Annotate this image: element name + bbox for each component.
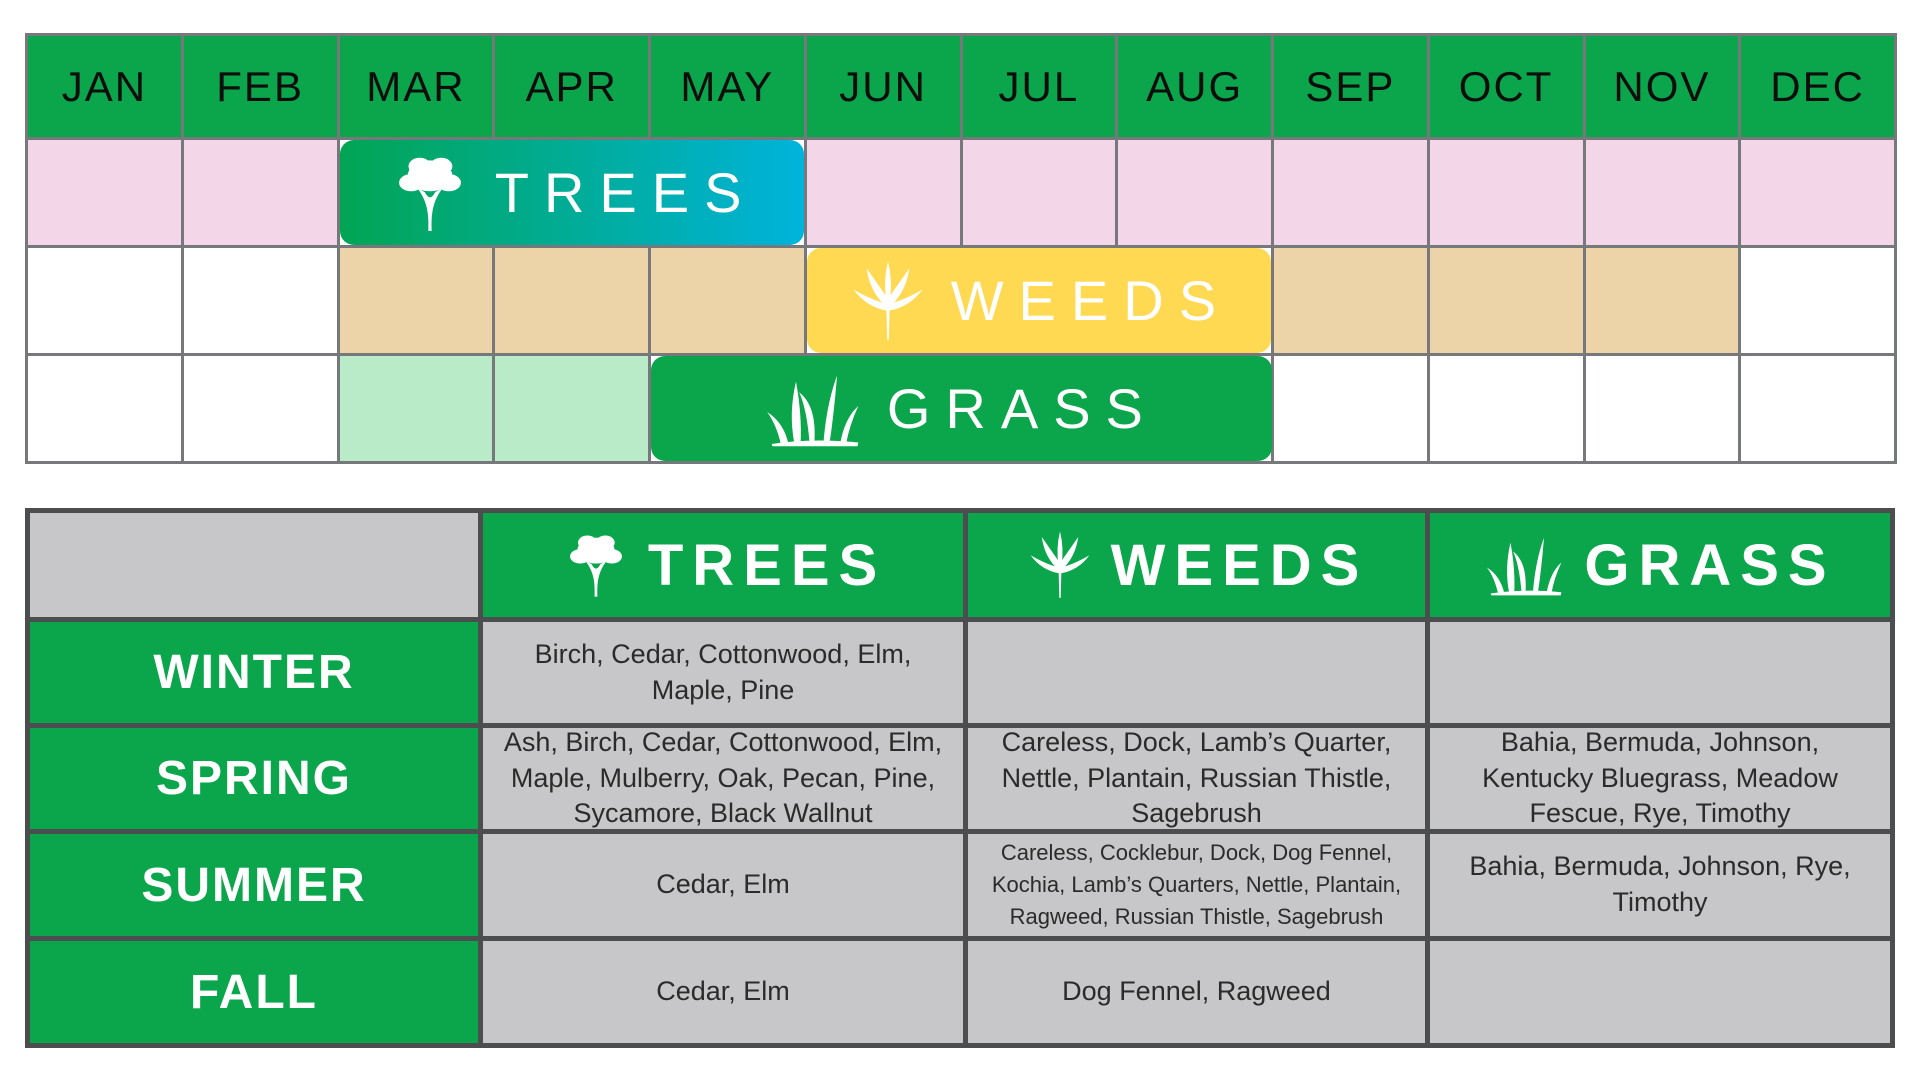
weeds-cell-sep bbox=[1274, 248, 1427, 353]
spring-trees-list: Ash, Birch, Cedar, Cottonwood, Elm, Maple, Mulberry, Oak, Pecan, Pine, Sycamore, Black Wallnut bbox=[483, 728, 963, 829]
month-header-aug: AUG bbox=[1118, 36, 1271, 137]
trees-bar-label: TREES bbox=[494, 161, 757, 224]
winter-trees-list: Birch, Cedar, Cottonwood, Elm, Maple, Pine bbox=[483, 622, 963, 723]
grass-bar-label: GRASS bbox=[886, 377, 1158, 440]
weeds-cell-apr bbox=[495, 248, 648, 353]
winter-grass-list bbox=[1430, 622, 1890, 723]
trees-cell-jan bbox=[28, 140, 181, 245]
season-allergen-table bbox=[25, 508, 1895, 1048]
weed-icon bbox=[847, 260, 929, 342]
grass-icon bbox=[1484, 534, 1568, 596]
trees-column-header bbox=[483, 513, 963, 617]
fall-grass-list bbox=[1430, 941, 1890, 1043]
trees-cell-aug bbox=[1118, 140, 1271, 245]
month-header-nov: NOV bbox=[1586, 36, 1739, 137]
season-label-winter: WINTER bbox=[30, 622, 478, 723]
trees-column-label: TREES bbox=[647, 532, 887, 598]
grass-column-header bbox=[1430, 513, 1890, 617]
weeds-column-label: WEEDS bbox=[1110, 532, 1369, 598]
weeds-column-header bbox=[968, 513, 1425, 617]
trees-cell-oct bbox=[1430, 140, 1583, 245]
month-header-sep: SEP bbox=[1274, 36, 1427, 137]
month-header-apr: APR bbox=[495, 36, 648, 137]
pollen-month-calendar bbox=[25, 33, 1897, 464]
weeds-cell-dec bbox=[1741, 248, 1894, 353]
trees-cell-feb bbox=[184, 140, 337, 245]
trees-cell-jul bbox=[963, 140, 1116, 245]
month-header-jul: JUL bbox=[963, 36, 1116, 137]
grass-icon bbox=[765, 371, 865, 447]
grass-cell-dec bbox=[1741, 356, 1894, 461]
grass-cell-mar bbox=[340, 356, 493, 461]
grass-cell-oct bbox=[1430, 356, 1583, 461]
month-header-feb: FEB bbox=[184, 36, 337, 137]
weeds-cell-mar bbox=[340, 248, 493, 353]
trees-season-bar bbox=[340, 140, 804, 245]
corner-cell bbox=[30, 513, 478, 617]
weeds-season-bar bbox=[807, 248, 1271, 353]
grass-cell-jan bbox=[28, 356, 181, 461]
weeds-bar-label: WEEDS bbox=[950, 269, 1232, 332]
weeds-cell-oct bbox=[1430, 248, 1583, 353]
fall-trees-list: Cedar, Elm bbox=[483, 941, 963, 1043]
trees-cell-jun bbox=[807, 140, 960, 245]
fall-weeds-list: Dog Fennel, Ragweed bbox=[968, 941, 1425, 1043]
month-header-oct: OCT bbox=[1430, 36, 1583, 137]
tree-icon bbox=[387, 150, 473, 236]
weeds-cell-feb bbox=[184, 248, 337, 353]
spring-grass-list: Bahia, Bermuda, Johnson, Kentucky Bluegrass, Meadow Fescue, Rye, Timothy bbox=[1430, 728, 1890, 829]
season-label-summer: SUMMER bbox=[30, 834, 478, 936]
spring-weeds-list: Careless, Dock, Lamb’s Quarter, Nettle, Plantain, Russian Thistle, Sagebrush bbox=[968, 728, 1425, 829]
season-label-spring: SPRING bbox=[30, 728, 478, 829]
trees-cell-nov bbox=[1586, 140, 1739, 245]
winter-weeds-list bbox=[968, 622, 1425, 723]
weeds-cell-may bbox=[651, 248, 804, 353]
month-header-may: MAY bbox=[651, 36, 804, 137]
grass-column-label: GRASS bbox=[1584, 532, 1836, 598]
grass-cell-feb bbox=[184, 356, 337, 461]
weeds-cell-nov bbox=[1586, 248, 1739, 353]
season-label-fall: FALL bbox=[30, 941, 478, 1043]
weeds-cell-jan bbox=[28, 248, 181, 353]
weed-icon bbox=[1025, 530, 1095, 600]
grass-cell-nov bbox=[1586, 356, 1739, 461]
grass-season-bar bbox=[651, 356, 1272, 461]
month-header-dec: DEC bbox=[1741, 36, 1894, 137]
trees-cell-dec bbox=[1741, 140, 1894, 245]
summer-weeds-list: Careless, Cocklebur, Dock, Dog Fennel, Kochia, Lamb’s Quarters, Nettle, Plantain, Ragweed, Russian Thistle, Sagebrush bbox=[968, 834, 1425, 936]
trees-cell-sep bbox=[1274, 140, 1427, 245]
tree-icon bbox=[560, 529, 632, 601]
grass-cell-apr bbox=[495, 356, 648, 461]
month-header-jun: JUN bbox=[807, 36, 960, 137]
summer-trees-list: Cedar, Elm bbox=[483, 834, 963, 936]
grass-cell-sep bbox=[1274, 356, 1427, 461]
month-header-mar: MAR bbox=[340, 36, 493, 137]
summer-grass-list: Bahia, Bermuda, Johnson, Rye, Timothy bbox=[1430, 834, 1890, 936]
month-header-jan: JAN bbox=[28, 36, 181, 137]
